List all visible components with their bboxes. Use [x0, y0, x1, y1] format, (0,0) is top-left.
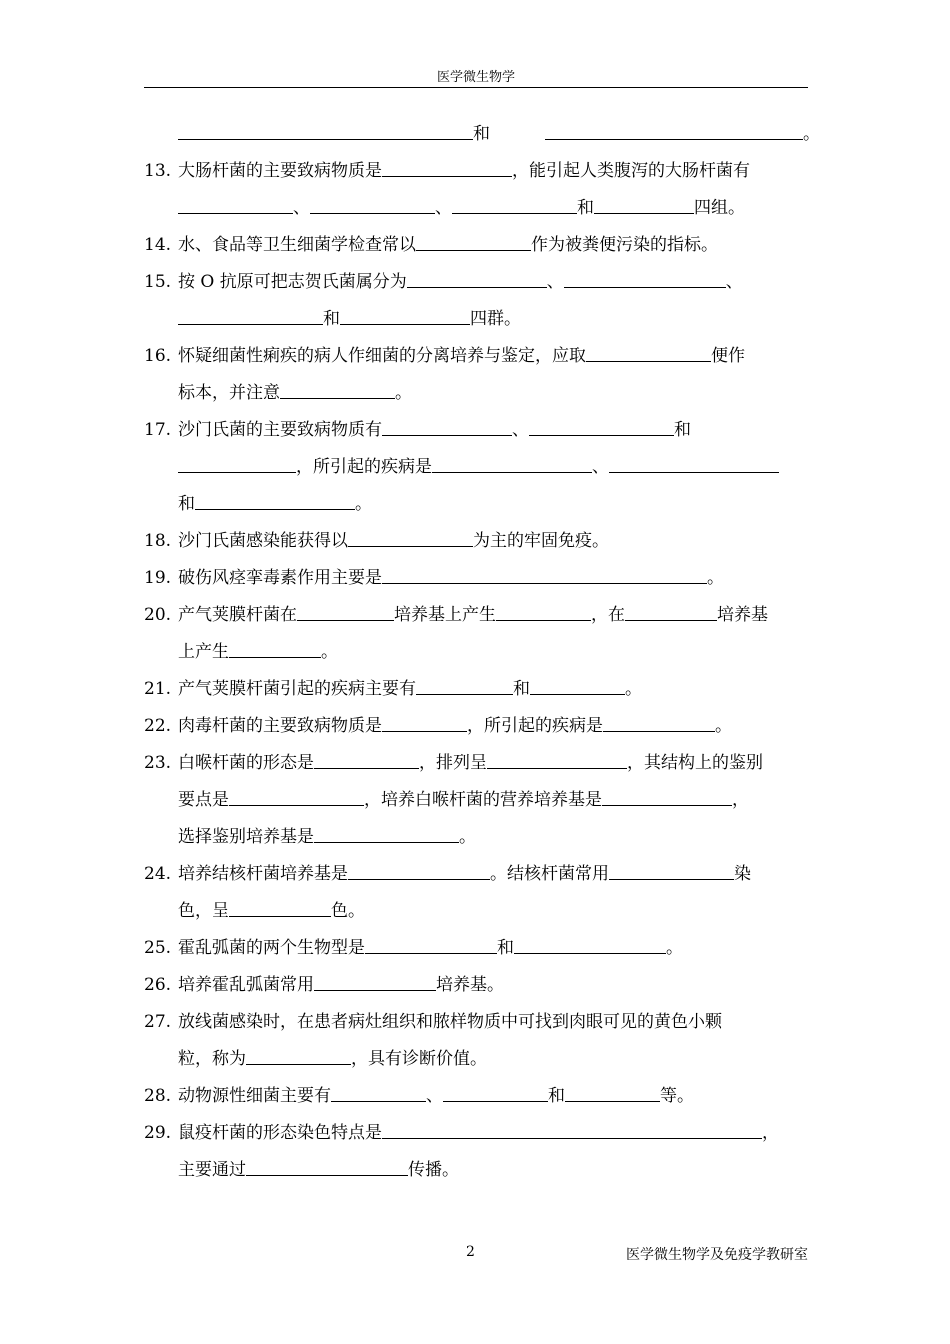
- question-text: 主要通过: [178, 1160, 246, 1180]
- question-text: 产气荚膜杆菌引起的疾病主要有: [178, 679, 416, 699]
- question-number: 19.: [144, 568, 172, 588]
- question-line: [144, 967, 808, 1004]
- question-list: [144, 116, 820, 1189]
- question-text: 粒，称为: [178, 1049, 246, 1069]
- answer-blank[interactable]: [625, 603, 717, 621]
- question-text: 。结核杆菌常用: [490, 864, 609, 884]
- question-item: [144, 597, 808, 671]
- question-text: 和: [513, 679, 530, 699]
- question-line: [144, 227, 808, 264]
- question-line: [144, 930, 808, 967]
- answer-blank[interactable]: [407, 270, 547, 288]
- question-line: [144, 1152, 808, 1189]
- question-number: 22.: [144, 716, 172, 736]
- question-item: [144, 930, 808, 967]
- question-text: 。: [321, 642, 338, 662]
- answer-blank[interactable]: [382, 418, 512, 436]
- answer-blank[interactable]: [178, 196, 293, 214]
- question-text: 。: [625, 679, 642, 699]
- answer-blank[interactable]: [565, 1084, 660, 1102]
- question-text: 和: [473, 124, 490, 144]
- question-line: [144, 560, 808, 597]
- question-text: 和: [548, 1086, 565, 1106]
- answer-blank[interactable]: [310, 196, 435, 214]
- question-text: 水、食品等卫生细菌学检查常以: [178, 235, 416, 255]
- question-line: [144, 301, 808, 338]
- question-text: 。: [715, 716, 732, 736]
- question-line: [144, 449, 808, 486]
- question-text: ，能引起人类腹泻的大肠杆菌有: [512, 161, 750, 181]
- question-text: 动物源性细菌主要有: [178, 1086, 331, 1106]
- answer-blank[interactable]: [229, 788, 364, 806]
- question-number: 24.: [144, 864, 172, 884]
- question-text: 按 O 抗原可把志贺氏菌属分为: [178, 272, 407, 292]
- answer-blank[interactable]: [280, 381, 395, 399]
- answer-blank[interactable]: [195, 492, 355, 510]
- question-item: [144, 523, 808, 560]
- question-text: 染: [734, 864, 751, 884]
- question-text: ，所引起的疾病是: [467, 716, 603, 736]
- footer-org: 医学微生物学及免疫学教研室: [626, 1247, 808, 1263]
- answer-blank[interactable]: [382, 159, 512, 177]
- answer-blank[interactable]: [443, 1084, 548, 1102]
- question-text: 。: [707, 568, 724, 588]
- question-line: [144, 375, 808, 412]
- question-text: 。: [395, 383, 412, 403]
- question-number: 28.: [144, 1086, 172, 1106]
- question-text: 四组。: [694, 198, 745, 218]
- page-header: 医学微生物学: [436, 70, 515, 85]
- question-text: 沙门氏菌的主要致病物质有: [178, 420, 382, 440]
- question-item: [144, 264, 808, 338]
- question-text: ，排列呈: [419, 753, 487, 773]
- answer-blank[interactable]: [602, 788, 732, 806]
- question-number: 18.: [144, 531, 172, 551]
- question-line: [144, 1004, 808, 1041]
- answer-blank[interactable]: [314, 973, 436, 991]
- question-text: 色，呈: [178, 901, 229, 921]
- question-text: 和: [577, 198, 594, 218]
- question-text: 、: [725, 272, 743, 292]
- question-item: [144, 227, 808, 264]
- question-text: 。: [666, 938, 683, 958]
- question-number: 16.: [144, 346, 172, 366]
- question-text: ，其结构上的鉴别: [627, 753, 763, 773]
- question-text: 标本，并注意: [178, 383, 280, 403]
- answer-blank[interactable]: [297, 603, 394, 621]
- question-line: [144, 264, 808, 301]
- question-text: 、: [546, 272, 564, 292]
- answer-blank[interactable]: [609, 862, 734, 880]
- question-text: 霍乱弧菌的两个生物型是: [178, 938, 365, 958]
- question-text: 破伤风痉挛毒素作用主要是: [178, 568, 382, 588]
- question-item: [144, 560, 808, 597]
- question-text: 、: [435, 198, 452, 218]
- question-text: 培养结核杆菌培养基是: [178, 864, 348, 884]
- question-line: [144, 893, 808, 930]
- question-text: 作为被粪便污染的指标。: [531, 235, 718, 255]
- question-text: ，培养白喉杆菌的营养培养基是: [364, 790, 602, 810]
- answer-blank[interactable]: [348, 862, 490, 880]
- question-text: ，: [762, 1123, 779, 1143]
- question-text: 放线菌感染时，在患者病灶组织和脓样物质中可找到肉眼可见的黄色小颗: [178, 1012, 722, 1032]
- question-text: 等。: [660, 1086, 694, 1106]
- question-number: 23.: [144, 753, 172, 773]
- question-text: 传播。: [408, 1160, 459, 1180]
- answer-blank[interactable]: [586, 344, 711, 362]
- answer-blank[interactable]: [609, 455, 779, 473]
- question-line: [144, 1115, 808, 1152]
- question-item: [144, 338, 808, 412]
- question-line: [144, 671, 808, 708]
- question-line: [144, 597, 808, 634]
- question-line: [144, 486, 808, 523]
- answer-blank[interactable]: [382, 1121, 762, 1139]
- question-number: 14.: [144, 235, 172, 255]
- answer-blank[interactable]: [178, 455, 296, 473]
- question-line: [144, 338, 808, 375]
- question-item: [144, 708, 808, 745]
- answer-blank[interactable]: [229, 640, 321, 658]
- question-item: [144, 153, 808, 227]
- question-text: 怀疑细菌性痢疾的病人作细菌的分离培养与鉴定，应取: [178, 346, 586, 366]
- question-item: [144, 856, 808, 930]
- question-text: 选择鉴别培养基是: [178, 827, 314, 847]
- question-number: 15.: [144, 272, 172, 292]
- question-line: [144, 116, 820, 153]
- question-text: 大肠杆菌的主要致病物质是: [178, 161, 382, 181]
- question-text: 四群。: [470, 309, 521, 329]
- question-item: [144, 745, 808, 856]
- answer-blank[interactable]: [432, 455, 592, 473]
- answer-blank[interactable]: [314, 825, 459, 843]
- question-line: [144, 708, 808, 745]
- question-number: 17.: [144, 420, 172, 440]
- question-line: [144, 523, 808, 560]
- question-item: [144, 967, 808, 1004]
- question-line: [144, 634, 808, 671]
- answer-blank[interactable]: [246, 1047, 351, 1065]
- question-text: 培养基上产生: [394, 605, 496, 625]
- question-text: 、: [512, 420, 529, 440]
- question-text: 要点是: [178, 790, 229, 810]
- question-line: [144, 856, 808, 893]
- question-text: 培养霍乱弧菌常用: [178, 975, 314, 995]
- question-text: 。: [355, 494, 372, 514]
- question-text: 肉毒杆菌的主要致病物质是: [178, 716, 382, 736]
- answer-blank[interactable]: [178, 307, 323, 325]
- answer-blank[interactable]: [452, 196, 577, 214]
- question-line: [144, 190, 808, 227]
- answer-blank[interactable]: [229, 899, 331, 917]
- answer-blank[interactable]: [314, 751, 419, 769]
- question-item: [144, 1004, 808, 1078]
- question-number: 27.: [144, 1012, 172, 1032]
- question-line: [144, 745, 808, 782]
- page-number: 2: [466, 1244, 475, 1260]
- answer-blank[interactable]: [382, 714, 467, 732]
- question-text: 色。: [331, 901, 365, 921]
- answer-blank[interactable]: [340, 307, 470, 325]
- answer-blank[interactable]: [529, 418, 674, 436]
- answer-blank[interactable]: [416, 233, 531, 251]
- question-text: 上产生: [178, 642, 229, 662]
- question-number: 13.: [144, 161, 172, 181]
- answer-blank[interactable]: [545, 122, 803, 140]
- question-text: ，在: [591, 605, 625, 625]
- question-text: ，所引起的疾病是: [296, 457, 432, 477]
- question-text: 培养基。: [436, 975, 504, 995]
- question-text: 鼠疫杆菌的形态染色特点是: [178, 1123, 382, 1143]
- answer-blank[interactable]: [564, 270, 726, 288]
- question-text: 、: [592, 457, 609, 477]
- header-rule: [144, 87, 808, 88]
- question-text: 和: [674, 420, 691, 440]
- question-line: [144, 1078, 808, 1115]
- question-text: 和: [497, 938, 514, 958]
- question-text: 和: [323, 309, 340, 329]
- question-text: 。: [459, 827, 476, 847]
- question-item: [144, 1078, 808, 1115]
- question-text: 便作: [711, 346, 745, 366]
- question-text: 白喉杆菌的形态是: [178, 753, 314, 773]
- answer-blank[interactable]: [365, 936, 497, 954]
- answer-blank[interactable]: [382, 566, 707, 584]
- question-item: [144, 1115, 808, 1189]
- question-item: [144, 671, 808, 708]
- question-number: 21.: [144, 679, 172, 699]
- question-line: [144, 1041, 808, 1078]
- question-line: [144, 782, 808, 819]
- answer-blank[interactable]: [487, 751, 627, 769]
- question-text: ，具有诊断价值。: [351, 1049, 487, 1069]
- answer-blank[interactable]: [514, 936, 666, 954]
- question-number: 25.: [144, 938, 172, 958]
- answer-blank[interactable]: [594, 196, 694, 214]
- answer-blank[interactable]: [331, 1084, 426, 1102]
- question-number: 29.: [144, 1123, 172, 1143]
- question-line: [144, 412, 808, 449]
- question-item: [144, 412, 808, 523]
- question-line: [144, 819, 808, 856]
- answer-blank[interactable]: [246, 1158, 408, 1176]
- question-text: 沙门氏菌感染能获得以: [178, 531, 348, 551]
- question-number: 20.: [144, 605, 172, 625]
- question-item: [144, 116, 820, 153]
- question-text: 、: [293, 198, 310, 218]
- question-line: [144, 153, 808, 190]
- question-number: 26.: [144, 975, 172, 995]
- question-text: 产气荚膜杆菌在: [178, 605, 297, 625]
- answer-blank[interactable]: [530, 677, 625, 695]
- question-text: ，: [732, 790, 749, 810]
- question-text: 培养基: [717, 605, 768, 625]
- question-text: 。: [803, 124, 820, 144]
- answer-blank[interactable]: [348, 529, 473, 547]
- question-text: 为主的牢固免疫。: [473, 531, 609, 551]
- answer-blank[interactable]: [178, 122, 473, 140]
- question-text: 、: [426, 1086, 443, 1106]
- question-text: 和: [178, 494, 195, 514]
- answer-blank[interactable]: [416, 677, 513, 695]
- answer-blank[interactable]: [603, 714, 715, 732]
- answer-blank[interactable]: [496, 603, 591, 621]
